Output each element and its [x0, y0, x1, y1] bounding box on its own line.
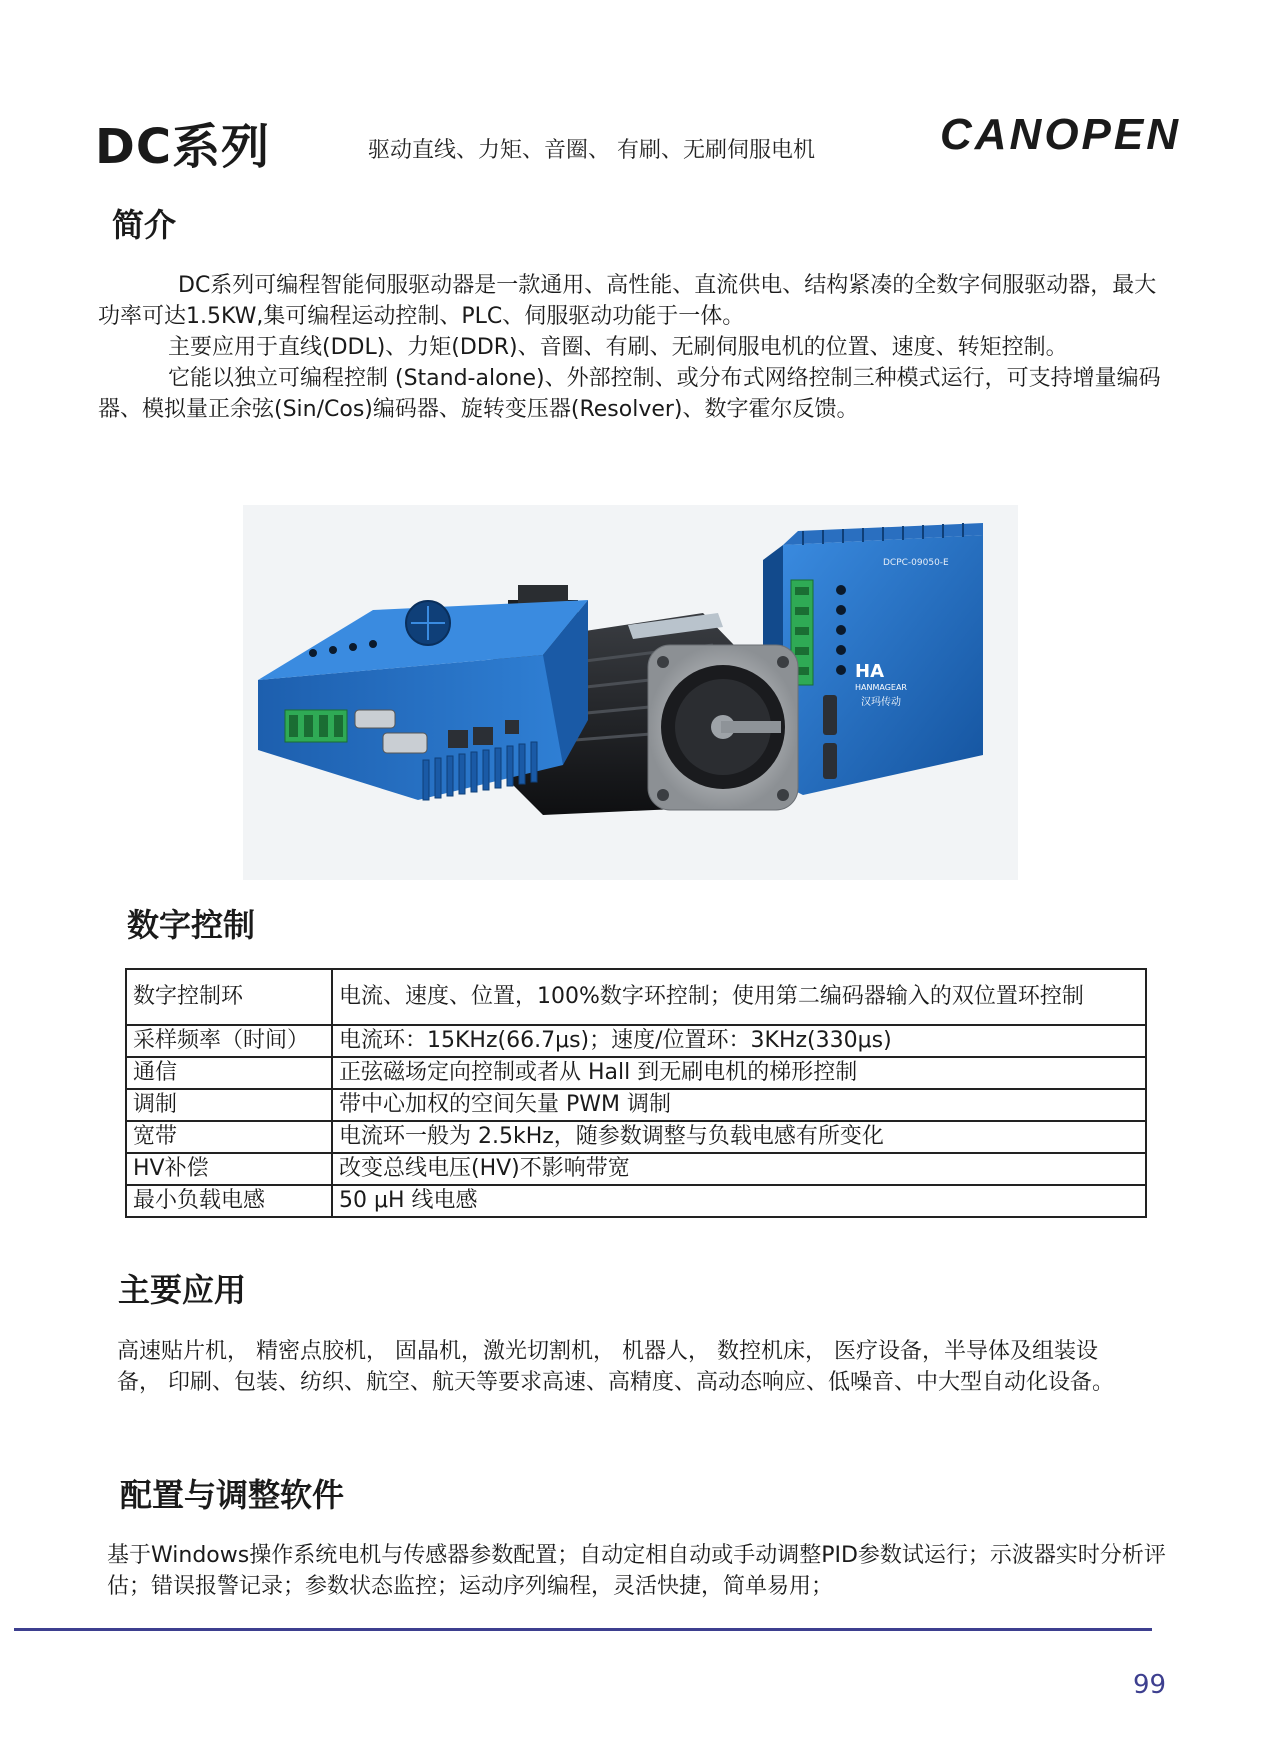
table-row — [126, 1121, 1146, 1153]
table-row — [126, 969, 1146, 1025]
drive-model-label: DCPC-09050-E — [883, 558, 949, 568]
brand-cn: 汉玛传动 — [861, 697, 901, 708]
intro-heading: 简介 — [112, 206, 177, 244]
table-row — [126, 1185, 1146, 1217]
page-number: 99 — [1133, 1670, 1167, 1700]
horizontal-drive-image — [258, 600, 588, 800]
spec-key: 最小负载电感 — [126, 1185, 332, 1217]
spec-table — [125, 968, 1147, 1218]
intro-paragraph-2: 主要应用于直线(DDL)、力矩(DDR)、音圈、有刷、无刷伺服电机的位置、速度、转矩控制。 — [168, 335, 1068, 360]
software-heading: 配置与调整软件 — [120, 1476, 345, 1514]
spec-key: 采样频率（时间） — [126, 1025, 332, 1057]
software-text: 基于Windows操作系统电机与传感器参数配置；自动定相自动或手动调整PID参数试运行；示波器实时分析评估；错误报警记录；参数状态监控；运动序列编程，灵活快捷，简单易用； — [107, 1543, 1166, 1599]
product-photo — [243, 505, 1018, 880]
spec-value: 正弦磁场定向控制或者从 Hall 到无刷电机的梯形控制 — [332, 1057, 1146, 1089]
intro-paragraph-3: 它能以独立可编程控制 (Stand-alone)、外部控制、或分布式网络控制三种模式运行，可支持增量编码器、模拟量正余弦(Sin/Cos)编码器、旋转变压器(Resolver)、数字霍尔反馈。 — [98, 366, 1161, 422]
digital-control-heading: 数字控制 — [127, 906, 256, 944]
spec-key: HV补偿 — [126, 1153, 332, 1185]
table-row — [126, 1153, 1146, 1185]
series-subtitle: 驱动直线、力矩、音圈、 有刷、无刷伺服电机 — [368, 138, 815, 163]
spec-value: 改变总线电压(HV)不影响带宽 — [332, 1153, 1146, 1185]
spec-value: 50 μH 线电感 — [332, 1185, 1146, 1217]
brand-mark: HANMAGEAR — [855, 683, 907, 692]
intro-text — [98, 270, 1178, 425]
brand-title: CANOPEN — [940, 110, 1182, 159]
spec-value: 电流环：15KHz(66.7μs)；速度/位置环：3KHz(330μs) — [332, 1025, 1146, 1057]
spec-value: 电流、速度、位置，100%数字环控制；使用第二编码器输入的双位置环控制 — [332, 969, 1146, 1025]
applications-text: 高速贴片机， 精密点胶机， 固晶机，激光切割机， 机器人， 数控机床， 医疗设备，半导体及组装设备， 印刷、包装、纺织、航空、航天等要求高速、高精度、高动态响应、低噪音、中大型自动化设备。 — [117, 1339, 1114, 1395]
product-illustration — [243, 505, 1018, 880]
series-title: DC系列 — [95, 119, 271, 175]
spec-key: 宽带 — [126, 1121, 332, 1153]
table-row — [126, 1057, 1146, 1089]
intro-paragraph-1: DC系列可编程智能伺服驱动器是一款通用、高性能、直流供电、结构紧凑的全数字伺服驱动器，最大功率可达1.5KW,集可编程运动控制、PLC、伺服驱动功能于一体。 — [98, 273, 1157, 329]
table-row — [126, 1025, 1146, 1057]
spec-key: 通信 — [126, 1057, 332, 1089]
spec-value: 带中心加权的空间矢量 PWM 调制 — [332, 1089, 1146, 1121]
table-row — [126, 1089, 1146, 1121]
spec-key: 数字控制环 — [126, 969, 332, 1025]
svg-text:HA: HA — [855, 661, 884, 682]
applications-heading: 主要应用 — [118, 1271, 247, 1309]
spec-value: 电流环一般为 2.5kHz，随参数调整与负载电感有所变化 — [332, 1121, 1146, 1153]
spec-key: 调制 — [126, 1089, 332, 1121]
footer-divider — [14, 1628, 1152, 1631]
